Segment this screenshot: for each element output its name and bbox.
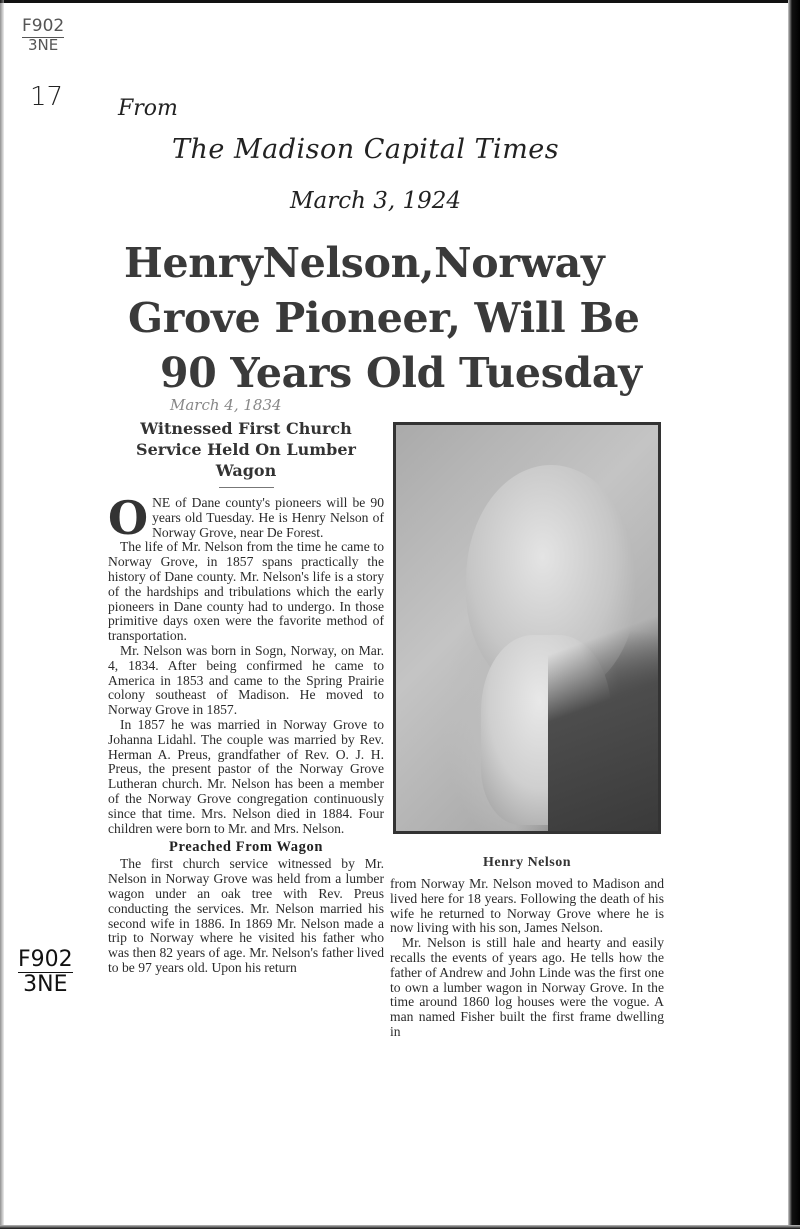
body-paragraph: In 1857 he was married in Norway Grove to Johanna Lidahl. The couple was married by Rev. Herman A. Preus, grandfather of Rev. O. J. H. Preus, the present pastor of the Norway Grove Lutheran church. Mr. Nelson has been a member of the Norway Grove congregation continuously since that time. Mrs. Nelson died in 1884. Four children were born to Mr. and Mrs. Nelson. [108,716,384,836]
right-column [390,877,664,1040]
drop-cap: O [108,491,149,545]
stamp-number: F902 [18,947,73,972]
lead-paragraph [108,491,384,545]
body-paragraph: from Norway Mr. Nelson moved to Madison and lived here for 18 years. Following the death of his wife he returned to Norway Grove where he is now living with his son, James Nelson. [390,876,664,936]
from-label: From [118,96,178,121]
body-paragraph: The first church service witnessed by Mr. Nelson in Norway Grove was held from a lumber wagon under an oak tree with Rev. Preus conducting the services. Mr. Nelson married his second wife in 1886. In 1869 Mr. Nelson made a trip to Norway where he visited his father who was then 82 years of age. Mr. Nelson's father lived to be 97 years old. Upon his return [108,856,384,975]
body-paragraph: The life of Mr. Nelson from the time he came to Norway Grove, in 1857 spans practically the history of Dane county. Mr. Nelson's life is a story of the hardships and tribulations which the early pioneers in Dane county had to undergo. In those primitive days oxen were the favorite method of transportation. [108,539,384,644]
scan-edge-bottom [0,1225,800,1229]
subheadline: Witnessed First Church Service Held On Lumber Wagon [136,419,356,480]
side-archive-stamp [18,948,73,996]
portrait-photo [393,422,661,834]
scan-edge-left [0,0,4,1229]
scan-edge-top [0,0,800,3]
source-publication: The Madison Capital Times [172,134,560,165]
stamp-number: F902 [22,16,65,36]
divider [219,487,274,488]
photo-caption: Henry Nelson [482,855,572,870]
lead-text: NE of Dane county's pioneers will be 90 years old Tuesday. He is Henry Nelson of Norway Grove, near De Forest. [152,495,384,540]
headline-line-2: Grove Pioneer, Will Be [128,294,640,342]
clipping-date: March 3, 1924 [290,188,462,214]
left-column [108,418,384,976]
headline-line-3: 90 Years Old Tuesday [160,349,642,397]
page-number: 17 [30,82,64,112]
top-archive-stamp [22,18,64,54]
handwritten-birth-date: March 4, 1834 [170,396,282,414]
scan-edge-right [788,0,800,1229]
portrait-coat [548,601,658,831]
body-paragraph: Mr. Nelson was born in Sogn, Norway, on Mar. 4, 1834. After being confirmed he came to America in 1853 and came to the Spring Prairie colony southeast of Madison. He moved to Norway Grove in 1857. [108,642,384,718]
stamp-sub: 3NE [23,972,68,998]
headline [118,236,678,401]
stamp-sub: 3NE [27,35,59,54]
headline-line-1: HenryNelson,Norway [124,239,605,287]
section-heading: Preached From Wagon [169,839,323,856]
body-paragraph: Mr. Nelson is still hale and hearty and easily recalls the events of years ago. He tells how the father of Andrew and John Linde was the first one to own a lumber wagon in Norway Grove. In the time around 1860 log houses were the vogue. A man named Fisher built the first frame dwelling in [390,935,664,1039]
